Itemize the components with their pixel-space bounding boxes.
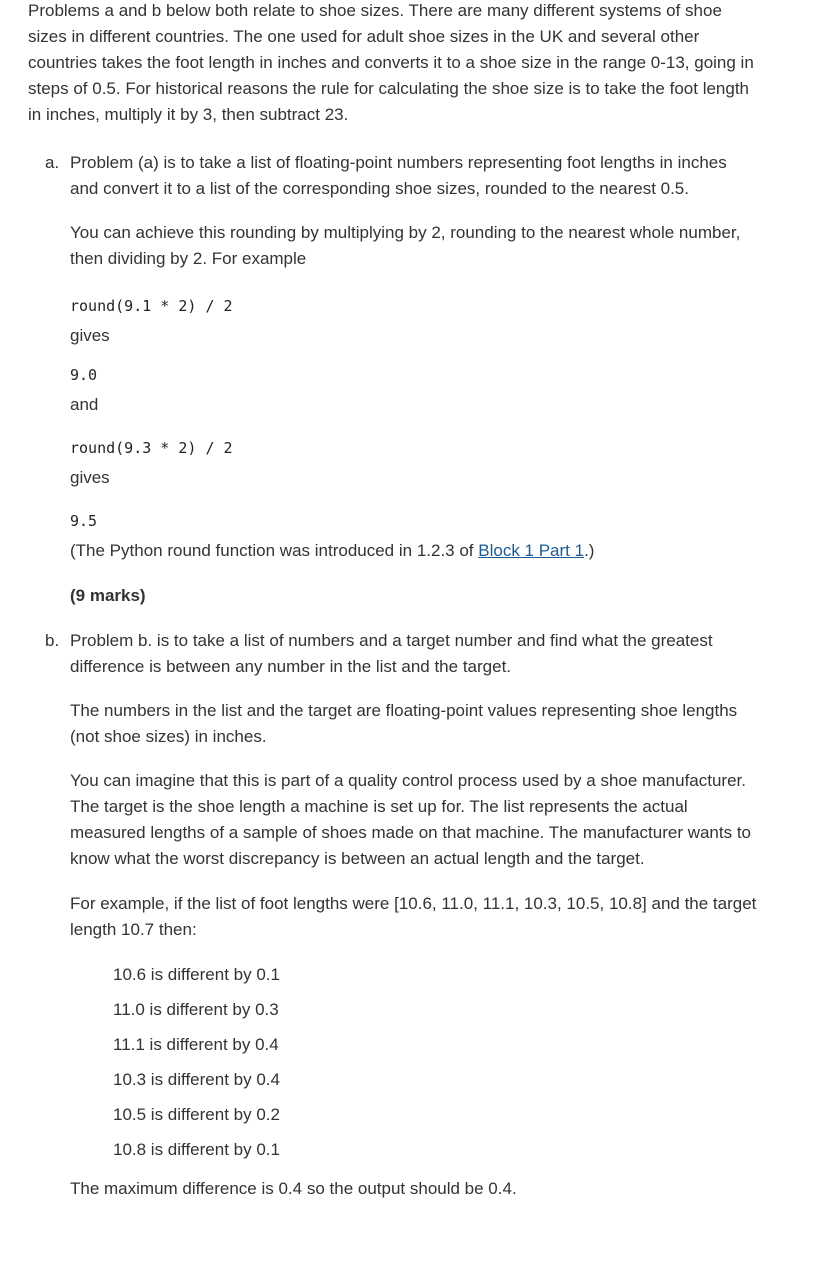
- conclusion-paragraph: The maximum difference is 0.4 so the output should be 0.4.: [70, 1179, 517, 1198]
- and-label: and: [70, 395, 99, 414]
- problem-content: [28, 0, 758, 1202]
- problem-b: [28, 628, 758, 1202]
- marks-label: (9 marks): [70, 586, 146, 605]
- intro-paragraph: Problems a and b below both relate to shoe sizes. There are many different systems of shoe sizes in different countries. The one used for adult shoe sizes in the UK and several other countries takes the foot length in inches and converts it to a shoe size in the range 0-13, going in steps of 0.5. For historical reasons the rule for calculating the shoe size is to take the foot length in inches, multiply it by 3, then subtract 23.: [28, 1, 754, 124]
- problem-b-paragraph-4: For example, if the list of foot lengths were [10.6, 11.0, 11.1, 10.3, 10.5, 10.8] and the target length 10.7 then:: [70, 894, 757, 939]
- code-result-2: 9.5: [70, 512, 98, 530]
- difference-item: 10.8 is different by 0.1: [113, 1140, 280, 1159]
- difference-item: 10.3 is different by 0.4: [113, 1070, 280, 1089]
- round-note-end: .): [584, 541, 595, 560]
- difference-list: [70, 962, 758, 1172]
- problem-b-marker: b.: [45, 631, 60, 650]
- problem-a-marker: a.: [45, 153, 60, 172]
- difference-item: 11.0 is different by 0.3: [113, 1000, 279, 1019]
- code-example-1: round(9.1 * 2) / 2: [70, 297, 233, 315]
- problem-a-paragraph-1: Problem (a) is to take a list of floating-point numbers representing foot lengths in inches and convert it to a list of the corresponding shoe sizes, rounded to the nearest 0.5.: [70, 153, 727, 198]
- problem-a: [28, 150, 758, 609]
- problem-b-paragraph-2: The numbers in the list and the target are floating-point values representing shoe lengths (not shoe sizes) in inches.: [70, 701, 738, 746]
- problem-list: [28, 150, 758, 1202]
- difference-item: 10.6 is different by 0.1: [113, 965, 280, 984]
- round-note: [70, 538, 758, 564]
- round-note-text: (The Python round function was introduced in 1.2.3 of: [70, 541, 479, 560]
- difference-item: 10.5 is different by 0.2: [113, 1105, 280, 1124]
- gives-label-1: gives: [70, 326, 110, 345]
- block-1-part-1-link[interactable]: Block 1 Part 1: [478, 541, 585, 560]
- difference-item: 11.1 is different by 0.4: [113, 1035, 279, 1054]
- code-result-1: 9.0: [70, 366, 98, 384]
- gives-label-2: gives: [70, 468, 110, 487]
- code-example-2: round(9.3 * 2) / 2: [70, 439, 233, 457]
- problem-b-paragraph-3: You can imagine that this is part of a quality control process used by a shoe manufacturer. The target is the shoe length a machine is set up for. The list represents the actual measured lengths of a sample of shoes made on that machine. The manufacturer wants to know what the worst discrepancy is between an actual length and the target.: [70, 771, 752, 868]
- problem-b-paragraph-1: Problem b. is to take a list of numbers and a target number and find what the greatest difference is between any number in the list and the target.: [70, 631, 713, 676]
- problem-a-paragraph-2: You can achieve this rounding by multiplying by 2, rounding to the nearest whole number, then dividing by 2. For example: [70, 223, 741, 268]
